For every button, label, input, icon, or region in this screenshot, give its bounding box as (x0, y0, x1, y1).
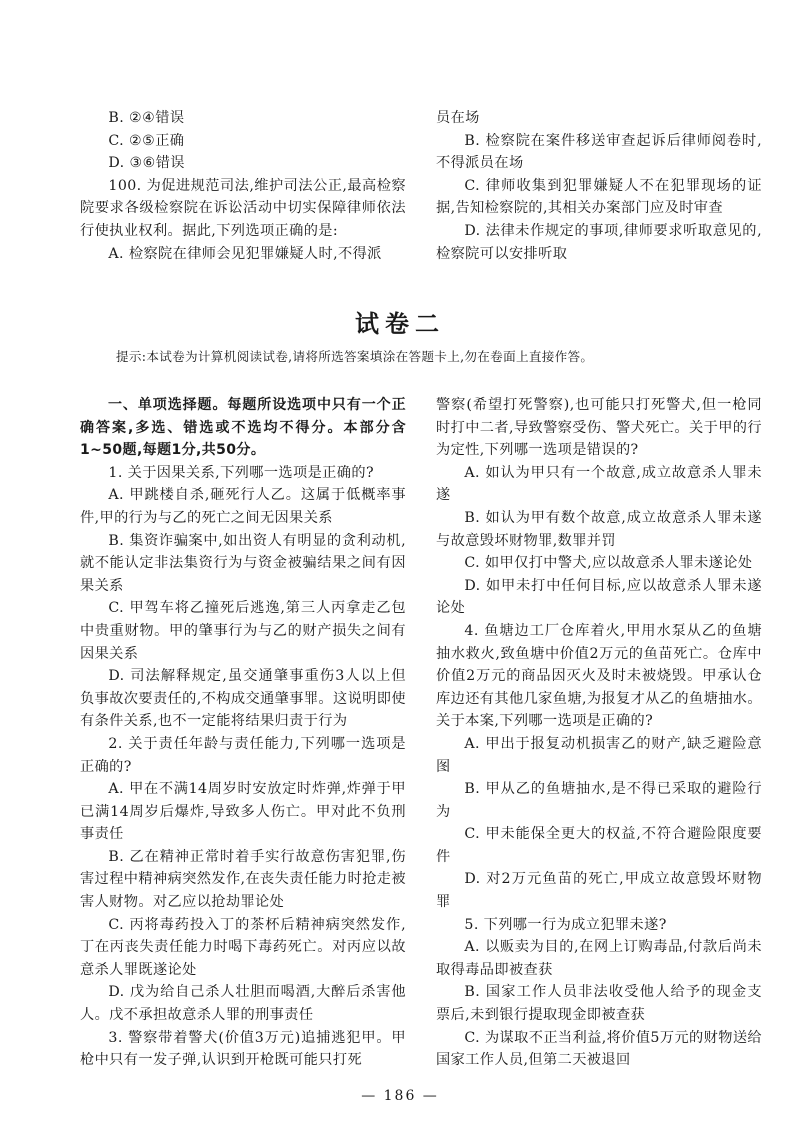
page-number: — 186 — (361, 1088, 439, 1104)
question-1: 1. 关于因果关系,下列哪一选项是正确的? (108, 464, 374, 481)
question-3-option-d: D. 如甲未打中任何目标,应以故意杀人罪未遂论处 (436, 577, 762, 617)
option-line: B. ②④错误 (108, 110, 185, 126)
question-2-option-b: B. 乙在精神正常时着手实行故意伤害犯罪,伤害过程中精神病突然发作,在丧失责任能力时抢走被害人财物。对乙应以抢劫罪论处 (80, 848, 406, 911)
question-2-option-d: D. 戊为给自己杀人壮胆而喝酒,大醉后杀害他人。戊不承担故意杀人罪的刑事责任 (80, 984, 406, 1024)
exam-tip: 提示:本试卷为计算机阅读试卷,请将所选答案填涂在答题卡上,勿在卷面上直接作答。 (116, 349, 594, 364)
question-4-option-a: A. 甲出于报复动机损害乙的财产,缺乏避险意图 (436, 735, 762, 775)
question-3-option-c: C. 如甲仅打中警犬,应以故意杀人罪未遂论处 (464, 555, 753, 572)
question-4-option-c: C. 甲未能保全更大的权益,不符合避险限度要件 (436, 826, 762, 865)
main-left-column (80, 394, 406, 1072)
question-5-option-b: B. 国家工作人员非法收受他人给予的现金支票后,未到银行提取现金即被查获 (436, 984, 762, 1024)
option-line: D. ③⑥错误 (108, 155, 185, 172)
question-100-option-a-continued: 员在场 (436, 110, 480, 126)
question-2: 2. 关于责任年龄与责任能力,下列哪一选项是正确的? (80, 735, 406, 775)
question-2-option-c: C. 丙将毒药投入丁的茶杯后精神病突然发作,丁在丙丧失责任能力时喝下毒药死亡。对丙应以故意杀人罪既遂论处 (80, 916, 406, 978)
question-100-option-a: A. 检察院在律师会见犯罪嫌疑人时,不得派 (108, 245, 382, 262)
section-heading: 一、单项选择题。每题所设选项中只有一个正确答案,多选、错选或不选均不得分。本部分含1~50题,每题1分,共50分。 (80, 397, 406, 459)
question-100-option-d: D. 法律未作规定的事项,律师要求听取意见的,检察院可以安排听取 (436, 222, 762, 262)
question-5-option-a: A. 以贩卖为目的,在网上订购毒品,付款后尚未取得毒品即被查获 (436, 939, 762, 978)
question-1-option-a: A. 甲跳楼自杀,砸死行人乙。这属于低概率事件,甲的行为与乙的死亡之间无因果关系 (80, 487, 406, 526)
question-3: 3. 警察带着警犬(价值3万元)追捕逃犯甲。甲枪中只有一发子弹,认识到开枪既可能只打死 (80, 1029, 406, 1069)
question-5: 5. 下列哪一行为成立犯罪未遂? (464, 916, 667, 933)
paper-title: 试卷二 (355, 310, 445, 338)
question-1-option-b: B. 集资诈骗案中,如出资人有明显的贪利动机,就不能认定非法集资行为与资金被骗结果之间有因果关系 (80, 532, 406, 594)
question-4-option-d: D. 对2万元鱼苗的死亡,甲成立故意毁坏财物罪 (436, 871, 762, 911)
question-100-option-b: B. 检察院在案件移送审查起诉后律师阅卷时,不得派员在场 (436, 132, 762, 172)
question-4: 4. 鱼塘边工厂仓库着火,甲用水泵从乙的鱼塘抽水救火,致鱼塘中价值2万元的鱼苗死亡。仓库中价值2万元的商品因灭火及时未被烧毁。甲承认仓库边还有其他几家鱼塘,为报复才从乙的鱼塘抽水。关于本案,下列哪一选项是正确的? (436, 622, 762, 730)
option-line: C. ②⑤正确 (108, 132, 185, 149)
question-2-option-a: A. 甲在不满14周岁时安放定时炸弹,炸弹于甲已满14周岁后爆炸,导致多人伤亡。甲对此不负刑事责任 (80, 781, 406, 843)
question-1-option-d: D. 司法解释规定,虽交通肇事重伤3人以上但负事故次要责任的,不构成交通肇事罪。这说明即使有条件关系,也不一定能将结果归责于行为 (80, 668, 406, 730)
question-5-option-c: C. 为谋取不正当利益,将价值5万元的财物送给国家工作人员,但第二天被退回 (436, 1029, 762, 1069)
question-100-option-c: C. 律师收集到犯罪嫌疑人不在犯罪现场的证据,告知检察院的,其相关办案部门应及时审查 (436, 177, 762, 217)
question-3-option-a: A. 如认为甲只有一个故意,成立故意杀人罪未遂 (436, 464, 762, 504)
top-right-column (436, 107, 762, 265)
question-1-option-c: C. 甲驾车将乙撞死后逃逸,第三人丙拿走乙包中贵重财物。甲的肇事行为与乙的财产损失之间有因果关系 (80, 600, 406, 662)
top-left-column (80, 107, 406, 265)
question-3-continued: 警察(希望打死警察),也可能只打死警犬,但一枪同时打中二者,导致警察受伤、警犬死亡。关于甲的行为定性,下列哪一选项是错误的? (436, 397, 762, 459)
question-4-option-b: B. 甲从乙的鱼塘抽水,是不得已采取的避险行为 (436, 781, 762, 820)
question-3-option-b: B. 如认为甲有数个故意,成立故意杀人罪未遂与故意毁坏财物罪,数罪并罚 (436, 509, 762, 549)
question-100: 100. 为促进规范司法,维护司法公正,最高检察院要求各级检察院在诉讼活动中切实保障律师依法行使执业权利。据此,下列选项正确的是: (80, 177, 406, 239)
main-right-column (436, 394, 762, 1072)
